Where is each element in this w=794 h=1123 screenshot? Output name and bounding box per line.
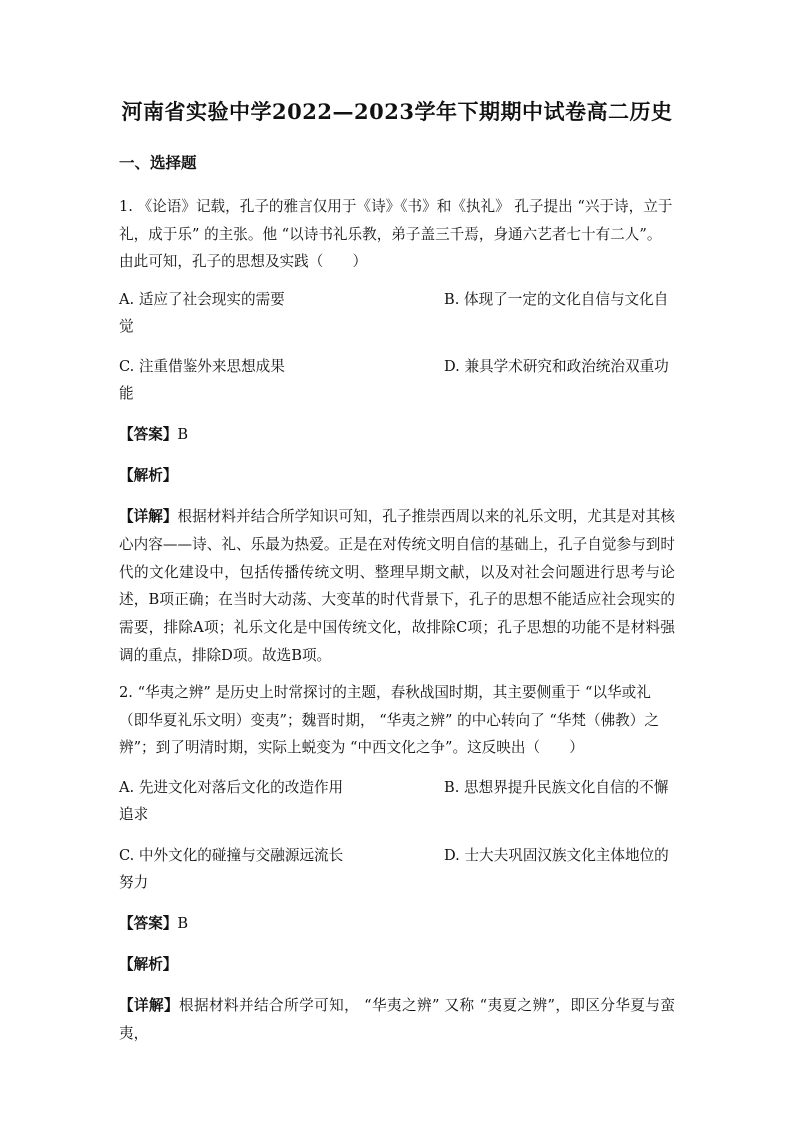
question-2-options-ab — [119, 774, 675, 830]
option-b-wrap: 追求 — [119, 806, 149, 823]
answer-label: 【答案】 — [119, 915, 178, 932]
section-heading: 一、选择题 — [119, 153, 197, 172]
answer-value: B — [177, 915, 189, 932]
option-a: A. 先进文化对落后文化的改造作用 — [119, 779, 344, 796]
analysis-label: 【解析】 — [119, 467, 178, 484]
detail-label: 【详解】 — [119, 997, 180, 1014]
detail-text: 根据材料并结合所学可知， “华夷之辨” 又称 “夷夏之辨”，即区分华夏与蛮夷， — [119, 997, 675, 1042]
option-d: D. 兼具学术研究和政治统治双重功 — [444, 358, 669, 375]
detail-2 — [119, 992, 675, 1048]
option-d-wrap: 能 — [119, 385, 134, 402]
option-d-wrap: 努力 — [119, 874, 149, 891]
detail-text: 根据材料并结合所学知识可知，孔子推崇西周以来的礼乐文明，尤其是对其核心内容——诗、礼、乐最为热爱。正是在对传统文明自信的基础上，孔子自觉参与到时代的文化建设中，包括传播传统文明、整理早期文献，以及对社会问题进行思考与论述，B项正确；在当时大动荡、大变革的时代背景下，孔子的思想不能适应社会现实的需要，排除A项；礼乐文化是中国传统文化，故排除C项；孔子思想的功能不是材料强调的重点，排除D项。故选B项。 — [119, 508, 675, 664]
question-1-stem: 1. 《论语》记载，孔子的雅言仅用于《诗》《书》和《执礼》 孔子提出 “兴于诗，立于礼，成于乐” 的主张。他 “以诗书礼乐教，弟子盖三千焉，身通六艺者七十有二人”。由此可知，孔子的思想及实践（ ） — [119, 198, 673, 270]
analysis-label: 【解析】 — [119, 956, 178, 973]
analysis-1 — [119, 462, 177, 490]
answer-label: 【答案】 — [119, 426, 178, 443]
detail-1 — [119, 503, 675, 670]
option-b: B. 思想界提升民族文化自信的不懈 — [444, 779, 669, 796]
answer-2 — [119, 910, 188, 938]
option-c: C. 注重借鉴外来思想成果 — [119, 358, 285, 375]
answer-1 — [119, 421, 188, 449]
option-d: D. 士大夫巩固汉族文化主体地位的 — [444, 847, 669, 864]
option-b-wrap: 觉 — [119, 318, 134, 335]
option-b: B. 体现了一定的文化自信与文化自 — [444, 291, 669, 308]
answer-value: B — [177, 426, 189, 443]
question-1-options-cd — [119, 353, 675, 409]
page-title: 河南省实验中学2022—2023学年下期期中试卷高二历史 — [121, 99, 673, 124]
question-2-options-cd — [119, 842, 675, 898]
option-a: A. 适应了社会现实的需要 — [119, 291, 285, 308]
question-2-stem: 2. “华夷之辨” 是历史上时常探讨的主题，春秋战国时期，其主要侧重于 “以华或礼（即华夏礼乐文明）变夷”；魏晋时期， “华夷之辨” 的中心转向了 “华梵（佛教）之辨”；到了明清时期，实际上蜕变为 “中西文化之争”。这反映出（ ） — [119, 684, 659, 756]
detail-label: 【详解】 — [119, 508, 178, 525]
option-c: C. 中外文化的碰撞与交融源远流长 — [119, 847, 344, 864]
analysis-2 — [119, 951, 177, 979]
question-1-options-ab — [119, 286, 675, 342]
